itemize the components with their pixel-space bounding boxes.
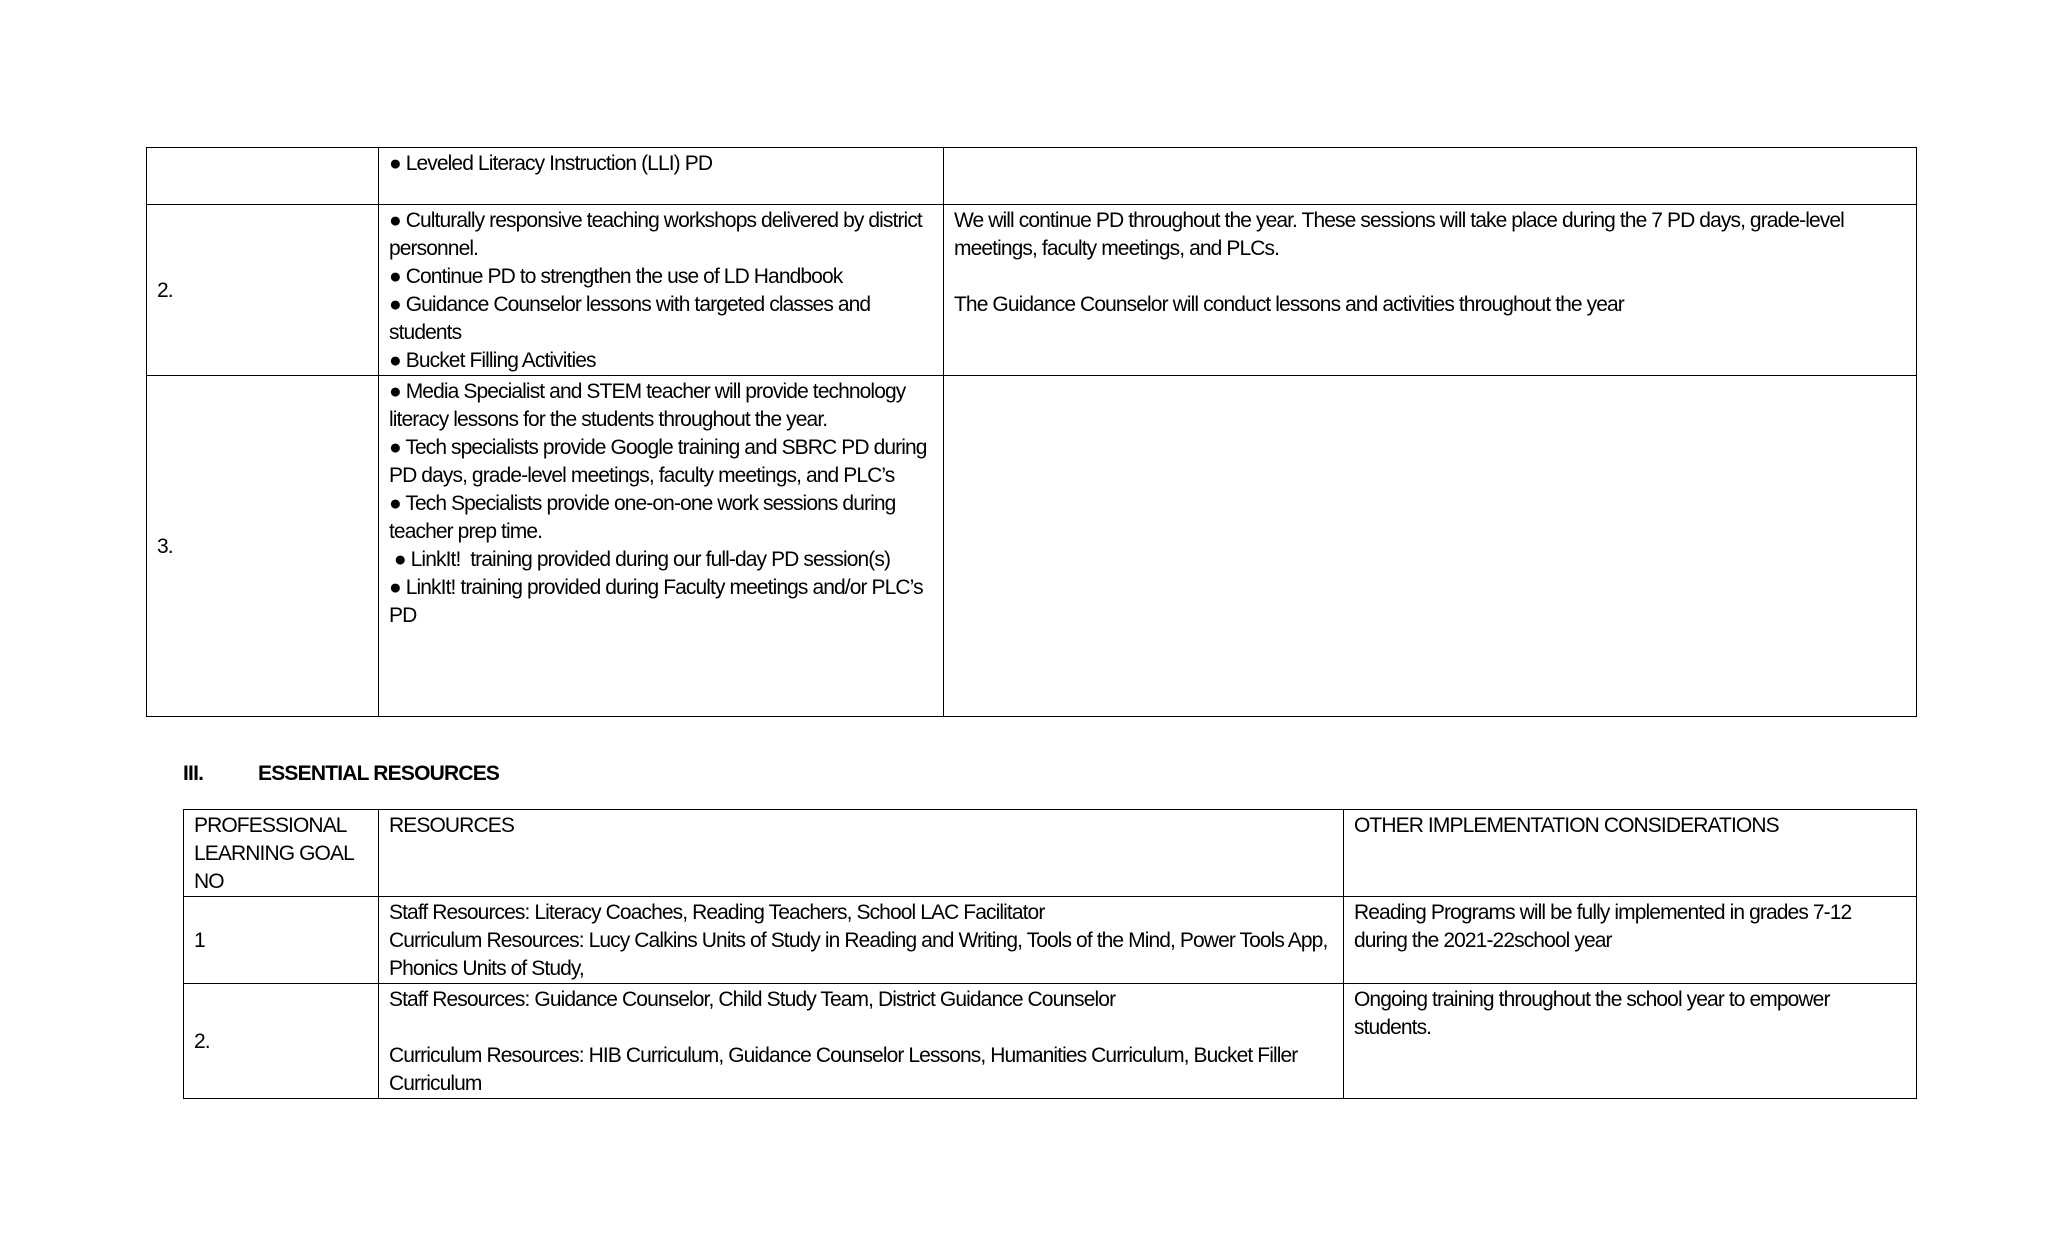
curriculum-resources: Curriculum Resources: Lucy Calkins Units of Study in Reading and Writing, Tools of the Mind, Power Tools App, Phonics Units of Study, xyxy=(389,929,1328,980)
header-considerations: OTHER IMPLEMENTATION CONSIDERATIONS xyxy=(1344,810,1917,897)
professional-learning-activities-table xyxy=(146,147,1917,717)
activity-item: ● Media Specialist and STEM teacher will provide technology literacy lessons for the students throughout the year. xyxy=(389,380,906,431)
table-row xyxy=(184,897,1917,984)
essential-resources-table xyxy=(183,809,1917,1099)
table-row xyxy=(147,205,1917,376)
table-header-row xyxy=(184,810,1917,897)
table-row xyxy=(147,376,1917,717)
table-row xyxy=(147,148,1917,205)
staff-resources: Staff Resources: Literacy Coaches, Reading Teachers, School LAC Facilitator xyxy=(389,901,1045,924)
section-title: ESSENTIAL RESOURCES xyxy=(258,762,500,785)
curriculum-resources: Curriculum Resources: HIB Curriculum, Guidance Counselor Lessons, Humanities Curriculum, Bucket Filler Curriculum xyxy=(389,1044,1298,1095)
header-goal-number: PROFESSIONAL LEARNING GOAL NO xyxy=(184,810,379,897)
activity-item: ● Tech specialists provide Google training and SBRC PD during PD days, grade-level meetings, faculty meetings, and PLC’s xyxy=(389,436,927,487)
activity-item: ● Guidance Counselor lessons with targeted classes and students xyxy=(389,293,871,344)
activity-item: ● Bucket Filling Activities xyxy=(389,349,596,372)
resources-cell xyxy=(379,897,1344,984)
goal-number-cell xyxy=(147,148,379,205)
considerations-cell: Ongoing training throughout the school year to empower students. xyxy=(1344,984,1917,1099)
activities-cell xyxy=(379,376,944,717)
activities-cell xyxy=(379,148,944,205)
section-heading xyxy=(183,760,499,788)
activity-item: ● Continue PD to strengthen the use of LD Handbook xyxy=(389,265,843,288)
activity-item: PD xyxy=(389,604,417,627)
considerations-cell: Reading Programs will be fully implemented in grades 7-12 during the 2021-22school year xyxy=(1344,897,1917,984)
table-row xyxy=(184,984,1917,1099)
activity-item: ● Tech Specialists provide one-on-one work sessions during teacher prep time. xyxy=(389,492,896,543)
timeline-cell xyxy=(944,376,1917,717)
activity-item: ● Culturally responsive teaching workshops delivered by district personnel. xyxy=(389,209,922,260)
timeline-cell xyxy=(944,148,1917,205)
section-number: III. xyxy=(183,762,204,785)
timeline-text: We will continue PD throughout the year. These sessions will take place during the 7 PD days, grade-level meetings, faculty meetings, and PLCs. xyxy=(954,209,1844,260)
staff-resources: Staff Resources: Guidance Counselor, Child Study Team, District Guidance Counselor xyxy=(389,988,1116,1011)
activity-item: ● Leveled Literacy Instruction (LLI) PD xyxy=(389,152,713,175)
timeline-text: The Guidance Counselor will conduct lessons and activities throughout the year xyxy=(954,293,1624,316)
activities-cell xyxy=(379,205,944,376)
activity-item: ● LinkIt! training provided during Faculty meetings and/or PLC’s xyxy=(389,576,923,599)
goal-number-cell: 2. xyxy=(147,205,379,376)
goal-number-cell: 3. xyxy=(147,376,379,717)
timeline-cell xyxy=(944,205,1917,376)
resources-cell xyxy=(379,984,1344,1099)
activity-item: ● LinkIt! training provided during our full-day PD session(s) xyxy=(389,548,891,571)
header-resources: RESOURCES xyxy=(379,810,1344,897)
goal-number-cell: 2. xyxy=(184,984,379,1099)
goal-number-cell: 1 xyxy=(184,897,379,984)
